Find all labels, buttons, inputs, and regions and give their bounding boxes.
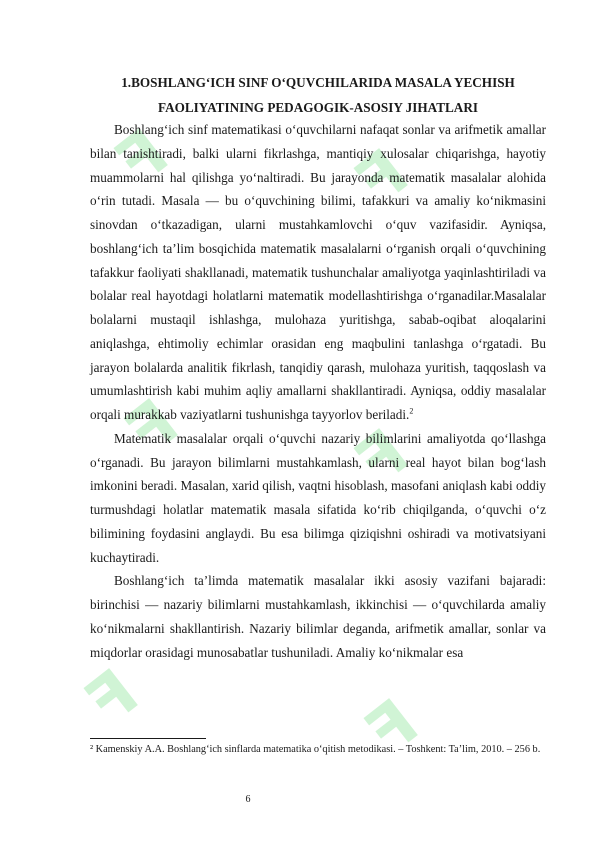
paragraph: Boshlang‘ich sinf matematikasi o‘quvchilarni nafaqat sonlar va arifmetik amallar bilan tanishtiradi, balki ularni fikrlashga, mantiqiy xulosalar chiqarishga, hayotiy muammolarni hal qilishga yo‘naltiradi. Bu jarayonda matematik masalalar alohida o‘rin tutadi. Masala — bu o‘quvchining bilimi, tafakkuri va amaliy ko‘nikmasini sinovdan o‘tkazadigan, ularni mustahkamlovchi o‘quv vazifasidir. Ayniqsa, boshlang‘ich ta’lim bosqichida matematik masalalarni o‘rganish orqali o‘quvchining tafakkur faoliyati shakllanadi, matematik tushunchalar amaliyotga yaqinlashtiriladi va bolalar real hayotdagi holatlarni matematik modellashtirishga o‘rganadilar.Masalalar bolalarni mustaqil ishlashga, mulohaza yuritishga, sabab-oqibat aloqalarini aniqlashga, ehtimoliy echimlar orasidan eng maqbulini tanlashga o‘rgatadi. Bu jarayon bolalarda analitik fikrlash, tanqidiy qarash, mulohaza yuritish, taqqoslash va umumlashtirish kabi muhim aqliy amallarni shakllantiradi. Ayniqsa, oddiy masalalar orqali murakkab vaziyatlarni tushunishga tayyorlov beriladi.$^2$ [90, 122, 546, 422]
watermark: ꟻ [102, 113, 186, 201]
watermark: ꟻ [342, 413, 426, 501]
watermark: ꟻ [72, 653, 156, 741]
footnote-text: Kamenskiy A.A. Boshlang‘ich sinflarda matematika o‘qitish metodikasi. – Toshkent: Ta’lim, 2010. – 256 b. [95, 744, 541, 755]
watermark: ꟻ [342, 133, 426, 221]
paragraph: Boshlang‘ich ta’limda matematik masalalar ikki asosiy vazifani bajaradi: birinchisi — nazariy bilimlarni mustahkamlash, ikkinchisi — o‘quvchilarda amaliy ko‘nikmalarni shakllantirish. Nazariy bilimlar deganda, arifmetik amallar, sonlar va miqdorlar orasidagi munosabatlar tushuniladi. Amaliy ko‘nikmalar esa [90, 573, 546, 660]
footnote-marker: ² [90, 744, 94, 755]
title-line-2: FAOLIYATINING PEDAGOGIK-ASOSIY JIHATLARI [158, 100, 478, 115]
paragraph: Matematik masalalar orqali o‘quvchi nazariy bilimlarini amaliyotda qo‘llashga o‘rganadi. Bu jarayon bilimlarni mustahkamlash, ularni real hayot bilan bog‘lash imkonini beradi. Masalan, xarid qilish, vaqtni hisoblash, masofani aniqlash kabi oddiy turmushdagi holatlar matematik masala sifatida ko‘rib chiqilganda, o‘quvchi o‘z bilimining foydasini anglaydi. Bu esa bilimga qiziqishni oshiradi va motivatsiyani kuchaytiradi. [90, 430, 546, 565]
footnote-divider [90, 738, 206, 739]
title-line-1: 1.BOSHLANG‘ICH SINF O‘QUVCHILARIDA MASALA YECHISH [121, 75, 515, 90]
page-number: 6 [245, 794, 251, 805]
watermark: ꟻ [112, 383, 196, 471]
footnote-ref: 2 [409, 406, 414, 416]
watermark: ꟻ [352, 683, 436, 771]
body-text [90, 118, 546, 664]
footnote [90, 743, 546, 756]
section-title [90, 70, 546, 120]
